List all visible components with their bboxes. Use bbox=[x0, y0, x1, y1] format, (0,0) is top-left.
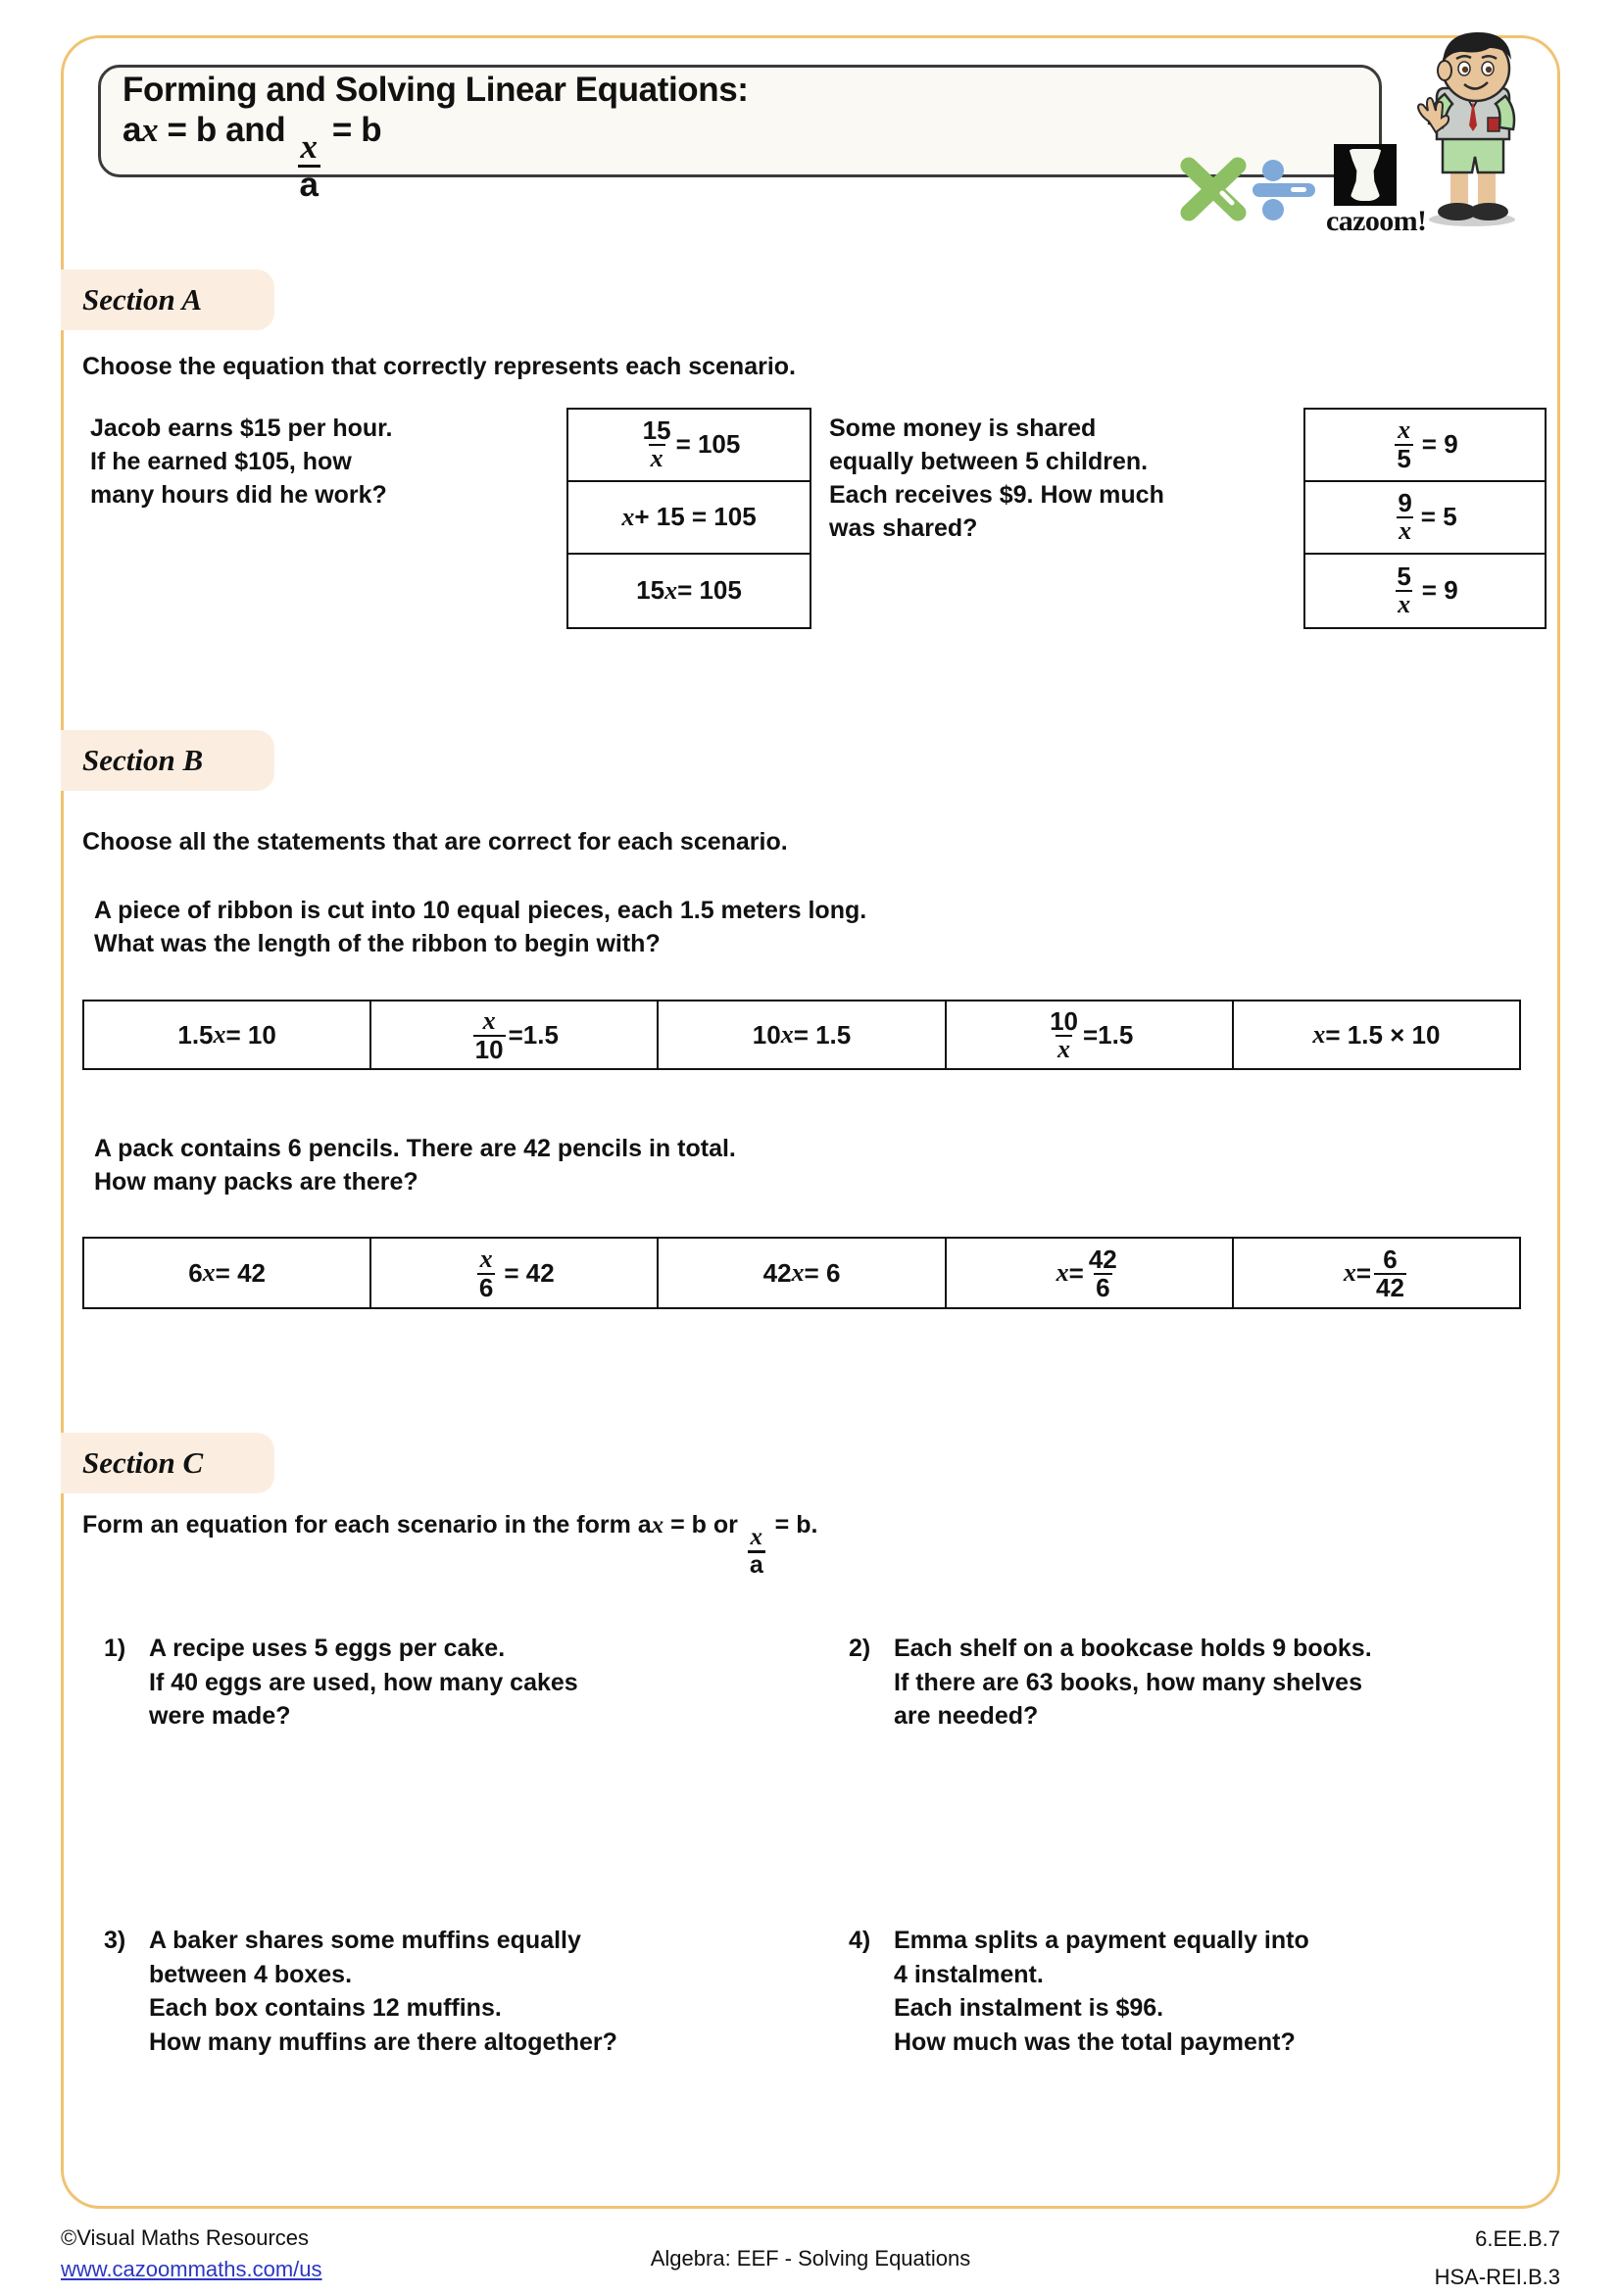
fraction-numerator: 10 bbox=[1048, 1008, 1080, 1034]
option-text: + 15 = 105 bbox=[634, 502, 756, 532]
question-line: How much was the total payment? bbox=[894, 2026, 1309, 2060]
question-body bbox=[894, 1632, 1372, 1734]
instruction-post: = b. bbox=[768, 1511, 818, 1539]
option-text: = 1.5 bbox=[794, 1020, 852, 1050]
fraction-denominator: a bbox=[748, 1550, 765, 1578]
scenario-line: equally between 5 children. bbox=[829, 445, 1164, 478]
option-op: = bbox=[1356, 1258, 1371, 1289]
question-body bbox=[149, 1632, 578, 1734]
option-var: x bbox=[1056, 1258, 1069, 1288]
fraction-denominator: 6 bbox=[477, 1273, 495, 1300]
fraction-numerator: 5 bbox=[1395, 563, 1412, 589]
standard-code-2: HSA-REI.B.3 bbox=[1435, 2259, 1560, 2296]
fraction-numerator: x bbox=[749, 1525, 765, 1549]
section-a-instruction: Choose the equation that correctly represents each scenario. bbox=[82, 353, 796, 381]
option-rhs: =1.5 bbox=[509, 1020, 559, 1050]
option-b1-3[interactable] bbox=[659, 1001, 946, 1068]
option-a2-3[interactable] bbox=[1305, 555, 1545, 627]
fraction-denominator: 42 bbox=[1374, 1273, 1406, 1300]
section-a-label: Section A bbox=[82, 282, 202, 318]
option-fraction bbox=[1374, 1246, 1406, 1300]
option-rhs: = 105 bbox=[676, 429, 741, 460]
option-b1-1[interactable] bbox=[84, 1001, 371, 1068]
title-fraction-denominator: a bbox=[298, 165, 320, 202]
section-c-question-3 bbox=[104, 1924, 617, 2059]
option-rhs: = 5 bbox=[1421, 502, 1457, 532]
section-b-q2-scenario bbox=[94, 1132, 736, 1198]
copyright-text: ©Visual Maths Resources bbox=[61, 2223, 322, 2254]
fraction-denominator: 5 bbox=[1395, 444, 1412, 471]
title-fraction-numerator: x bbox=[299, 129, 319, 164]
option-coef: 10 bbox=[753, 1020, 781, 1050]
option-a2-1[interactable] bbox=[1305, 410, 1545, 482]
fraction-denominator: 6 bbox=[1094, 1273, 1111, 1300]
page-title-line1: Forming and Solving Linear Equations: bbox=[123, 71, 749, 109]
option-text: = 6 bbox=[805, 1258, 841, 1289]
option-a1-3[interactable] bbox=[568, 555, 810, 627]
question-line: Each instalment is $96. bbox=[894, 1991, 1309, 2026]
section-b-q1-options bbox=[82, 1000, 1521, 1070]
scenario-line: Some money is shared bbox=[829, 412, 1164, 445]
option-var: x bbox=[781, 1020, 794, 1050]
instruction-fraction bbox=[748, 1525, 765, 1578]
option-b2-1[interactable] bbox=[84, 1239, 371, 1307]
option-rhs: = 42 bbox=[504, 1258, 554, 1289]
section-c-question-2 bbox=[849, 1632, 1372, 1734]
option-var: x bbox=[214, 1020, 226, 1050]
cazoom-wordmark: cazoom! bbox=[1326, 205, 1426, 238]
option-text: = 105 bbox=[677, 575, 742, 606]
title-banner bbox=[98, 65, 1382, 177]
footer-topic: Algebra: EEF - Solving Equations bbox=[0, 2246, 1621, 2272]
section-c-pill bbox=[61, 1433, 274, 1493]
option-fraction bbox=[1395, 417, 1412, 471]
fraction-denominator: x bbox=[649, 444, 665, 471]
section-c-instruction bbox=[82, 1511, 817, 1578]
option-var: x bbox=[203, 1258, 216, 1288]
fraction-numerator: 42 bbox=[1087, 1246, 1119, 1272]
option-fraction bbox=[477, 1246, 495, 1300]
scenario-line: What was the length of the ribbon to begin with? bbox=[94, 927, 866, 960]
option-b1-2[interactable] bbox=[371, 1001, 659, 1068]
title-post: = b bbox=[323, 111, 382, 149]
scenario-line: A piece of ribbon is cut into 10 equal pieces, each 1.5 meters long. bbox=[94, 894, 866, 927]
option-b1-5[interactable] bbox=[1234, 1001, 1519, 1068]
fraction-denominator: 10 bbox=[473, 1035, 506, 1062]
option-b2-5[interactable] bbox=[1234, 1239, 1519, 1307]
section-c-question-1 bbox=[104, 1632, 578, 1734]
scenario-line: was shared? bbox=[829, 512, 1164, 545]
student-mascot-icon bbox=[1396, 27, 1543, 228]
fraction-numerator: 15 bbox=[641, 417, 673, 443]
section-c-label: Section C bbox=[82, 1445, 203, 1481]
standard-code-1: 6.EE.B.7 bbox=[1435, 2221, 1560, 2259]
question-number: 3) bbox=[104, 1924, 149, 2059]
question-line: A recipe uses 5 eggs per cake. bbox=[149, 1632, 578, 1666]
section-a-q2-options bbox=[1303, 408, 1547, 629]
option-rhs: = 9 bbox=[1422, 575, 1458, 606]
title-var-x: x bbox=[141, 111, 158, 149]
question-number: 1) bbox=[104, 1632, 149, 1734]
question-line: If there are 63 books, how many shelves bbox=[894, 1666, 1372, 1700]
option-b2-4[interactable] bbox=[947, 1239, 1234, 1307]
section-b-instruction: Choose all the statements that are correct for each scenario. bbox=[82, 828, 788, 856]
option-text: = 42 bbox=[216, 1258, 266, 1289]
question-line: Emma splits a payment equally into bbox=[894, 1924, 1309, 1958]
question-line: How many muffins are there altogether? bbox=[149, 2026, 617, 2060]
fraction-numerator: x bbox=[1396, 417, 1412, 443]
section-a-q1-options bbox=[566, 408, 811, 629]
fraction-denominator: x bbox=[1396, 590, 1412, 617]
section-b-pill bbox=[61, 730, 274, 791]
option-coef: 42 bbox=[763, 1258, 792, 1289]
question-line: 4 instalment. bbox=[894, 1958, 1309, 1992]
option-var: x bbox=[621, 503, 634, 532]
title-mid: = b and bbox=[158, 111, 294, 149]
page-title-line2: ax = b and $\frac{x}{a}$ = b bbox=[123, 112, 749, 202]
question-line: Each box contains 12 muffins. bbox=[149, 1991, 617, 2026]
cazoom-website-link[interactable]: www.cazoommaths.com/us bbox=[61, 2254, 322, 2285]
fraction-denominator: x bbox=[1397, 516, 1413, 544]
question-line: are needed? bbox=[894, 1699, 1372, 1734]
option-fraction bbox=[641, 417, 673, 471]
option-var: x bbox=[792, 1258, 805, 1288]
option-op: = bbox=[1069, 1258, 1084, 1289]
trophy-cup-icon bbox=[1334, 144, 1397, 206]
option-b1-4[interactable] bbox=[947, 1001, 1234, 1068]
option-fraction bbox=[1087, 1246, 1119, 1300]
scenario-line: Jacob earns $15 per hour. bbox=[90, 412, 392, 445]
question-number: 4) bbox=[849, 1924, 894, 2059]
fraction-numerator: x bbox=[478, 1246, 495, 1272]
section-a-q2-scenario bbox=[829, 412, 1164, 545]
option-fraction bbox=[1396, 490, 1413, 544]
section-b-q1-scenario bbox=[94, 894, 866, 960]
option-b2-2[interactable] bbox=[371, 1239, 659, 1307]
section-c-question-4 bbox=[849, 1924, 1309, 2059]
question-line: were made? bbox=[149, 1699, 578, 1734]
instruction-pre: Form an equation for each scenario in the form a bbox=[82, 1511, 652, 1539]
option-fraction bbox=[1048, 1008, 1080, 1062]
divide-icon bbox=[1248, 158, 1320, 222]
title-fraction bbox=[298, 129, 320, 202]
option-a1-2[interactable] bbox=[568, 482, 810, 555]
fraction-numerator: x bbox=[481, 1008, 498, 1034]
section-a-pill bbox=[61, 269, 274, 330]
question-body bbox=[149, 1924, 617, 2059]
option-fraction bbox=[473, 1008, 506, 1062]
option-var: x bbox=[664, 576, 677, 606]
question-number: 2) bbox=[849, 1632, 894, 1734]
scenario-line: How many packs are there? bbox=[94, 1165, 736, 1198]
section-a-q1-scenario bbox=[90, 412, 392, 512]
footer-standards bbox=[1435, 2221, 1560, 2296]
option-coef: 15 bbox=[636, 575, 664, 606]
section-b-label: Section B bbox=[82, 743, 203, 778]
option-b2-3[interactable] bbox=[659, 1239, 946, 1307]
fraction-numerator: 6 bbox=[1381, 1246, 1399, 1272]
option-a2-2[interactable] bbox=[1305, 482, 1545, 555]
fraction-denominator: x bbox=[1056, 1035, 1072, 1062]
instruction-mid: = b or bbox=[663, 1511, 745, 1539]
question-line: Each shelf on a bookcase holds 9 books. bbox=[894, 1632, 1372, 1666]
option-text: = 1.5 × 10 bbox=[1325, 1020, 1440, 1050]
option-coef: 1.5 bbox=[177, 1020, 213, 1050]
fraction-numerator: 9 bbox=[1396, 490, 1413, 515]
multiply-icon bbox=[1177, 154, 1250, 224]
instruction-var: x bbox=[652, 1512, 664, 1539]
option-coef: 6 bbox=[188, 1258, 202, 1289]
question-line: between 4 boxes. bbox=[149, 1958, 617, 1992]
option-text: = 10 bbox=[226, 1020, 276, 1050]
option-var: x bbox=[1312, 1020, 1325, 1050]
page-title bbox=[123, 72, 749, 202]
option-var: x bbox=[1344, 1258, 1356, 1288]
option-fraction bbox=[1395, 563, 1412, 617]
scenario-line: If he earned $105, how bbox=[90, 445, 392, 478]
scenario-line: Each receives $9. How much bbox=[829, 478, 1164, 512]
option-a1-1[interactable] bbox=[568, 410, 810, 482]
scenario-line: many hours did he work? bbox=[90, 478, 392, 512]
section-b-q2-options bbox=[82, 1237, 1521, 1309]
question-line: If 40 eggs are used, how many cakes bbox=[149, 1666, 578, 1700]
scenario-line: A pack contains 6 pencils. There are 42 pencils in total. bbox=[94, 1132, 736, 1165]
option-rhs: = 9 bbox=[1422, 429, 1458, 460]
question-line: A baker shares some muffins equally bbox=[149, 1924, 617, 1958]
question-body bbox=[894, 1924, 1309, 2059]
option-rhs: =1.5 bbox=[1083, 1020, 1133, 1050]
